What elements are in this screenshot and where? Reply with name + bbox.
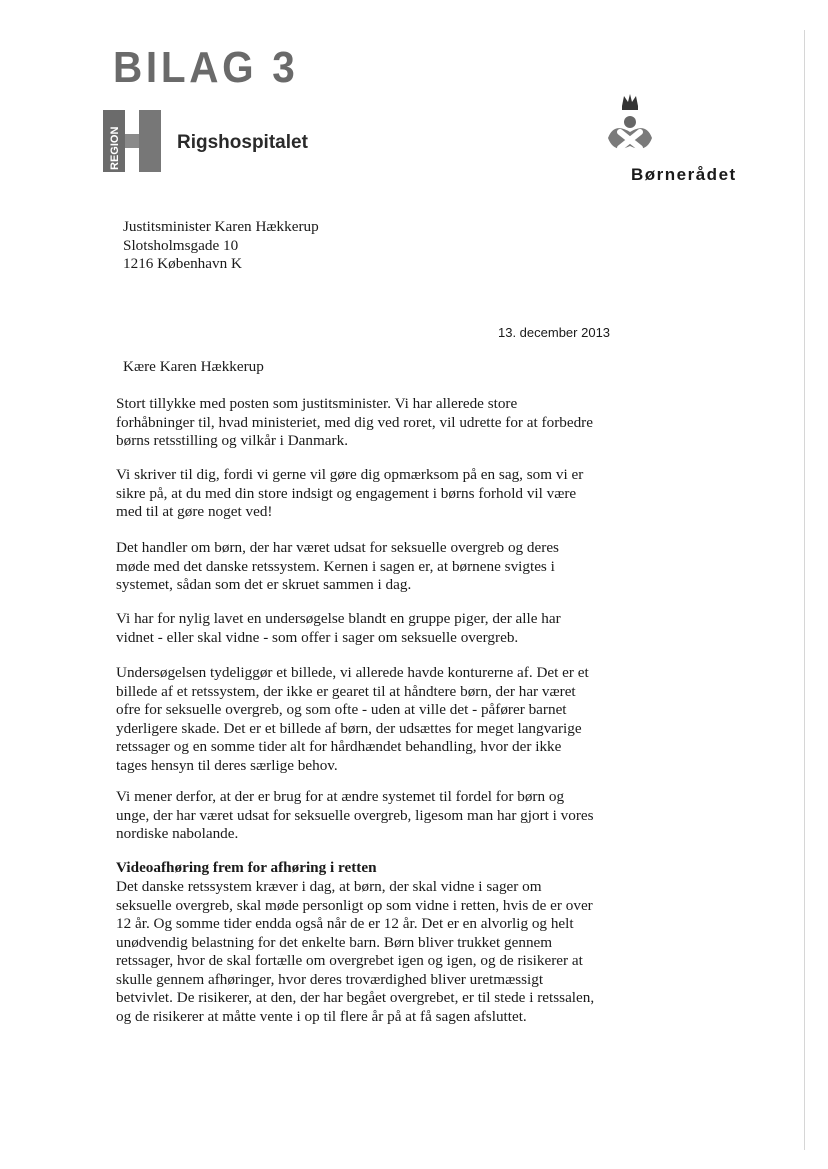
text-line: ofre for seksuelle overgreb, og som ofte - uden at ville det - påfører barnet [116,701,567,718]
recipient-line: Slotsholmsgade 10 [123,236,239,254]
recipient-line: Justitsminister Karen Hækkerup [123,218,319,235]
text-line: Det handler om børn, der har været udsat for seksuelle overgreb og deres [116,539,559,556]
recipient-line: 1216 København K [123,255,242,272]
text-line: skulle gennem afhøringer, hvor deres troværdighed bliver uretmæssigt [116,970,544,988]
text-line: Vi mener derfor, at der er brug for at ændre systemet til fordel for børn og [116,788,565,805]
text-line: Vi har for nylig lavet en undersøgelse blandt en gruppe piger, der alle har [116,610,561,627]
text-line: sikre på, at du med din store indsigt og engagement i børns forhold vil være [116,484,577,502]
text-line: unge, der har været udsat for seksuelle overgreb, ligesom man har gjort i vores [116,806,594,824]
text-line: systemet, sådan som det er skruet sammen i dag. [116,576,412,593]
crown-emblem-icon [600,92,660,162]
paragraph-6 [116,788,616,844]
text-line: retssager, hvor de skal fortælle om overgrebet igen og igen, og de risikerer at [116,952,583,969]
attachment-label: BILAG 3 [113,43,299,92]
text-line: yderligere skade. Det er et billede af børn, der udsættes for meget langvarige [116,719,582,737]
region-h-logo [103,110,161,172]
text-line: forhåbninger til, hvad ministeriet, med dig ved roret, vil udrette for at forbedre [116,413,593,431]
text-line: betvivlet. De risikerer, at den, der har begået overgrebet, er til stede i retssalen, [116,989,595,1006]
hospital-name: Rigshospitalet [177,132,308,153]
text-line: Undersøgelsen tydeliggør et billede, vi allerede havde konturerne af. Det er et [116,664,589,681]
region-logo-text: REGION [109,126,121,170]
text-line: møde med det danske retssystem. Kernen i sagen er, at børnene svigtes i [116,557,555,575]
page-edge-line [804,30,805,1150]
text-line: Stort tillykke med posten som justitsminister. Vi har allerede store [116,395,518,412]
text-line: tages hensyn til deres særlige behov. [116,756,338,774]
text-line: nordiske nabolande. [116,825,239,842]
letter-date: 13. december 2013 [498,325,611,340]
section-body [116,878,616,1026]
section-heading: Videoafhøring frem for afhøring i retten [116,859,377,876]
text-line: billede af et retssystem, der ikke er gearet til at håndtere børn, der har været [116,682,576,700]
paragraph-1 [116,395,616,451]
text-line: børns retsstilling og vilkår i Danmark. [116,432,348,449]
text-line: vidnet - eller skal vidne - som offer i sager om seksuelle overgreb. [116,628,519,646]
paragraph-5 [116,664,616,775]
paragraph-2 [116,466,616,522]
paragraph-4 [116,610,616,647]
recipient-address [123,218,319,274]
text-line: med til at gøre noget ved! [116,503,273,520]
text-line: 12 år. Og somme tider endda også når de er 12 år. Det er en alvorlig og helt [116,915,574,932]
council-name: Børnerådet [631,165,737,184]
greeting: Kære Karen Hækkerup [123,358,264,375]
text-line: seksuelle overgreb, skal møde personligt op som vidne i retten, hvis de er over [116,896,593,914]
paragraph-3 [116,539,616,595]
text-line: retssager og en somme tider alt for hårdhændet behandling, hvor der ikke [116,738,562,755]
text-line: og de risikerer at måtte vente i op til flere år på at få sagen afsluttet. [116,1007,527,1025]
text-line: Vi skriver til dig, fordi vi gerne vil gøre dig opmærksom på en sag, som vi er [116,466,584,483]
text-line: Det danske retssystem kræver i dag, at børn, der skal vidne i sager om [116,878,542,895]
text-line: unødvendig belastning for det enkelte barn. Børn bliver trukket gennem [116,933,553,951]
